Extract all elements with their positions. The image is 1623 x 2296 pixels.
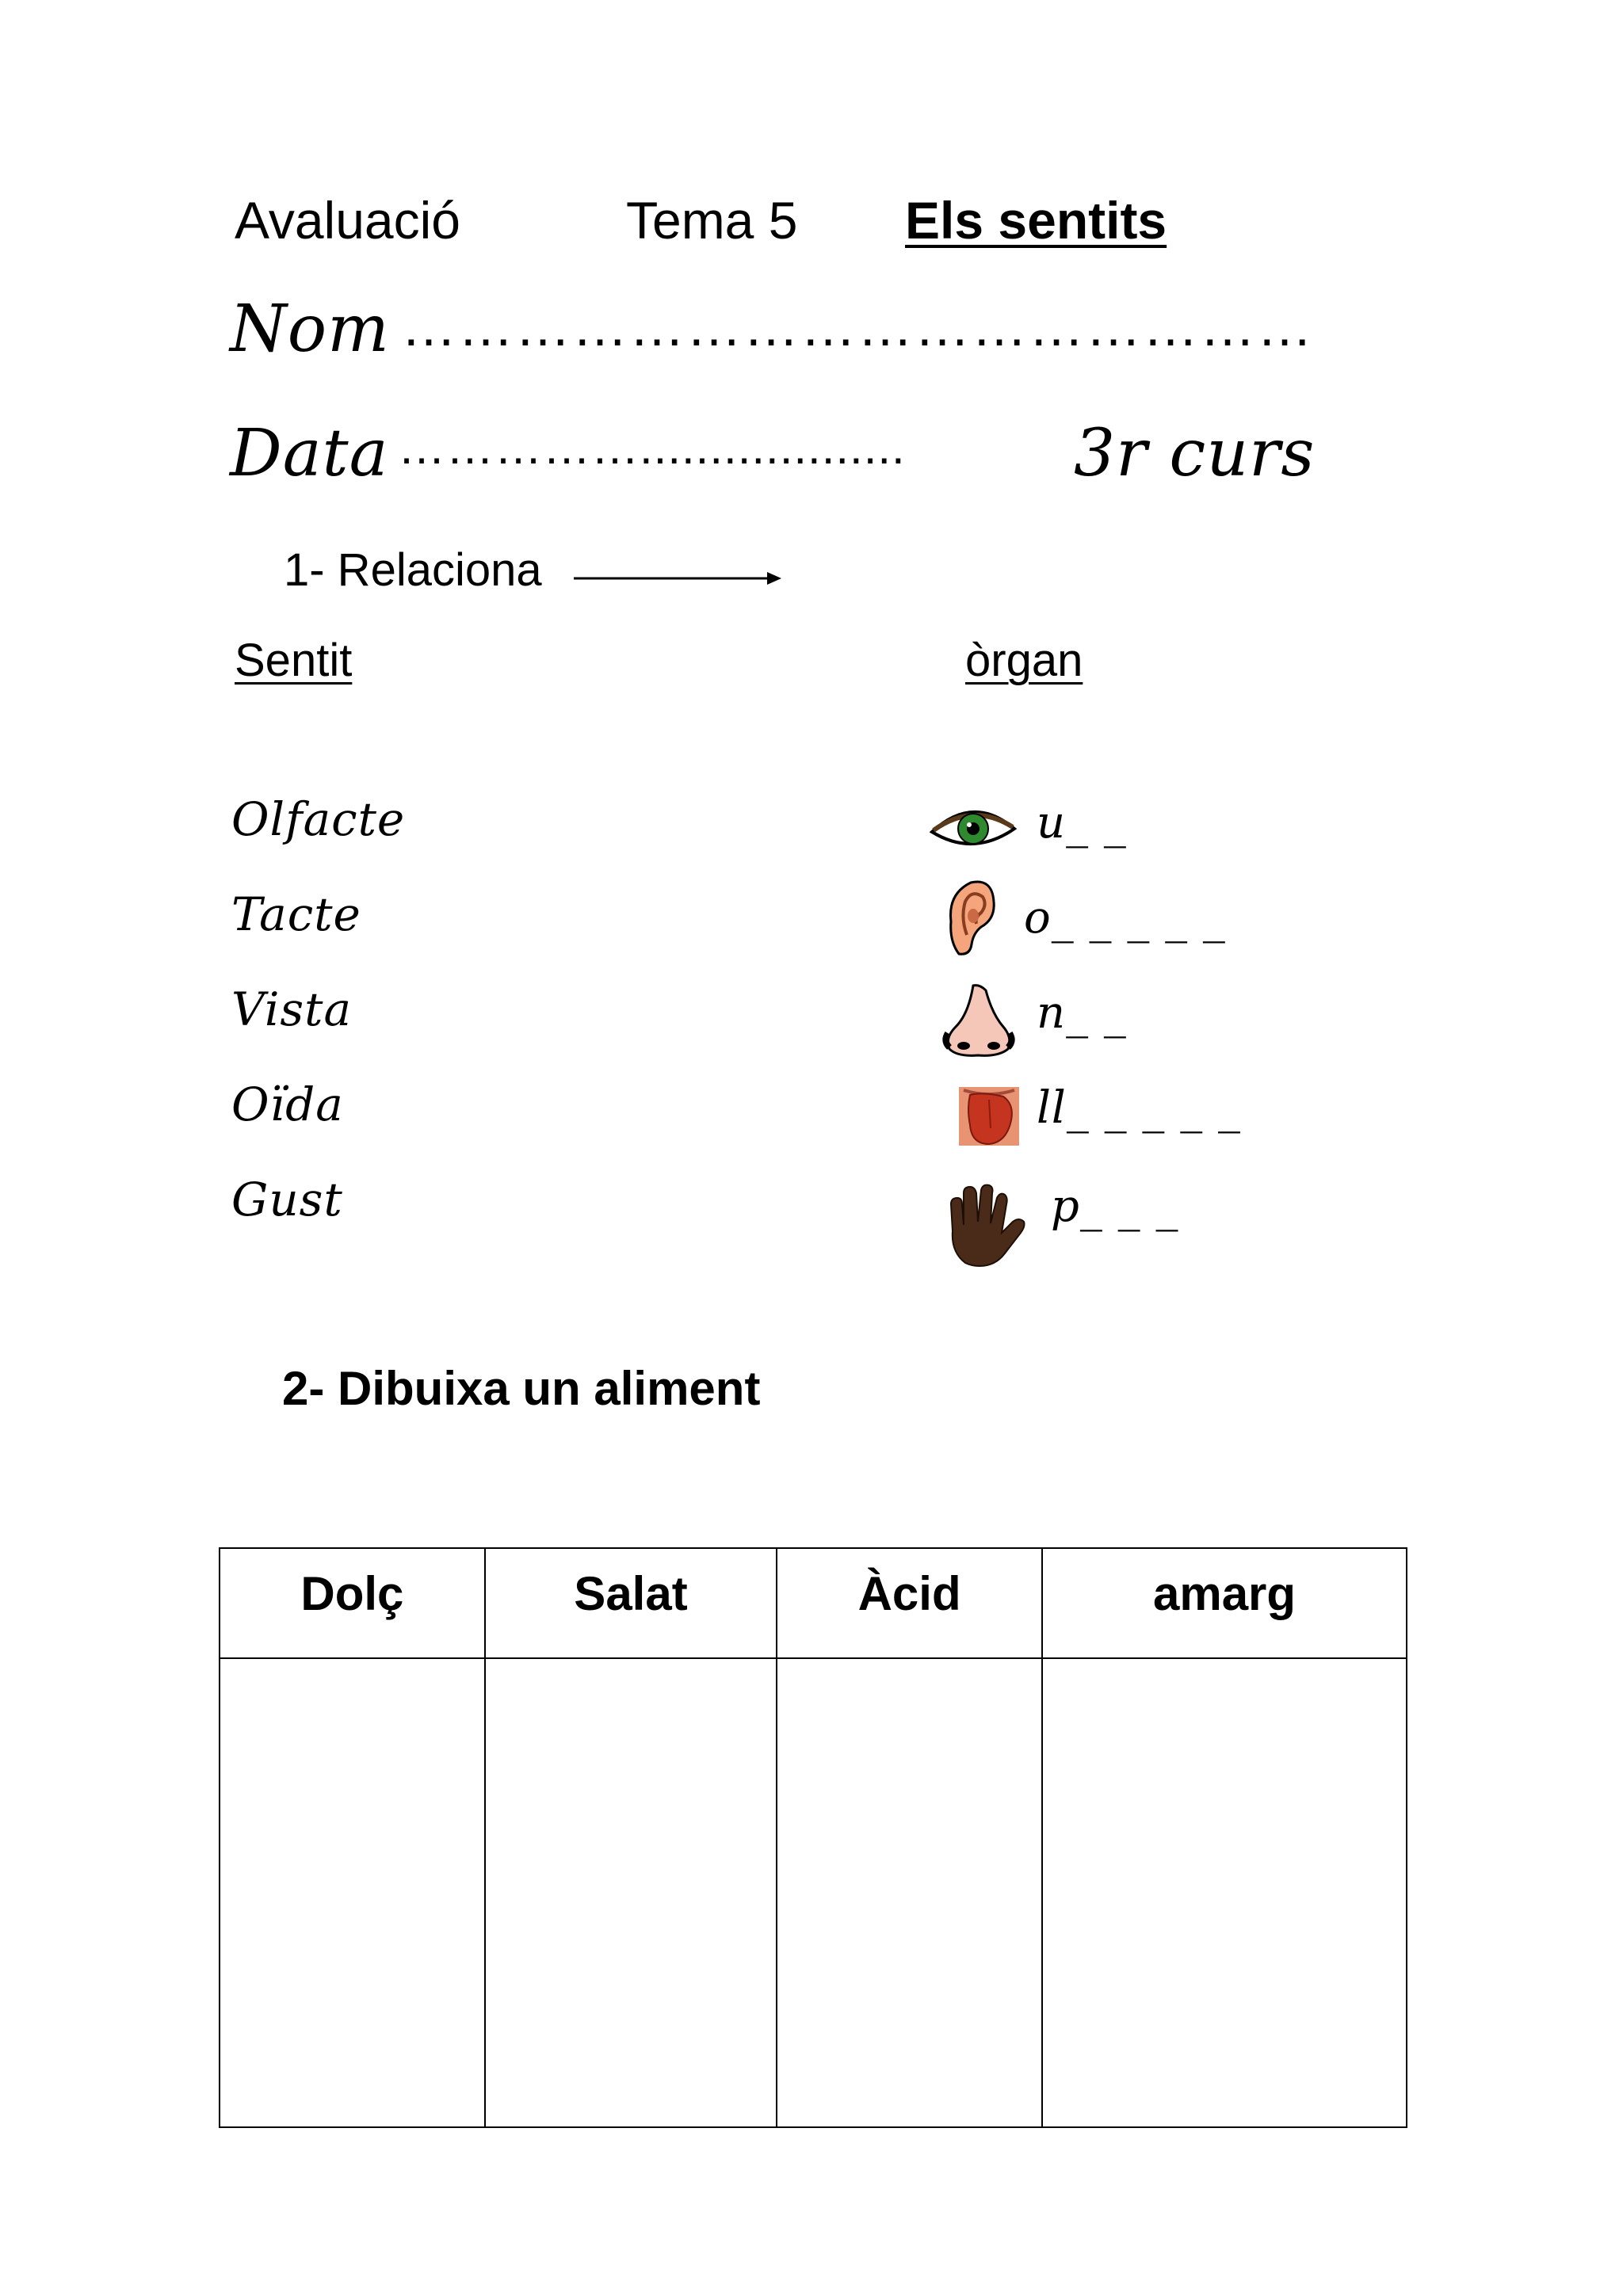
drawing-cell[interactable] [777,1658,1042,2127]
page-title: Els sentits [905,191,1167,250]
table-header-cell: Salat [485,1548,777,1658]
name-field[interactable]: ………………………………………… [401,296,1314,357]
date-field[interactable]: ……………................... [398,421,906,474]
theme-label: Tema 5 [626,191,798,250]
table-header-row [220,1548,1407,1658]
column-organ-header: òrgan [965,635,1083,686]
course-label: 3r curs [1074,416,1316,491]
evaluation-label: Avaluació [235,191,460,250]
drawing-cell[interactable] [1042,1658,1407,2127]
sense-item: Gust [231,1173,343,1226]
organ-hint: o_ _ _ _ _ [1024,892,1226,944]
arrow-right-icon [574,569,781,588]
name-label: Nom [230,292,390,367]
table-row [220,1658,1407,2127]
sense-item: Vista [231,982,353,1036]
column-sense-header: Sentit [235,635,353,686]
table-header-cell: amarg [1042,1548,1407,1658]
eye-icon [929,800,1018,852]
table-header-cell: Dolç [220,1548,485,1658]
drawing-cell[interactable] [485,1658,777,2127]
exercise1-instruction: 1- Relaciona [284,544,542,596]
tongue-icon [959,1087,1019,1146]
organ-hint: p_ _ _ [1051,1180,1179,1232]
exercise2-instruction: 2- Dibuixa un aliment [282,1362,761,1415]
nose-icon [940,982,1018,1058]
table-header-cell: Àcid [777,1548,1042,1658]
sense-item: Tacte [231,887,361,941]
drawing-cell[interactable] [220,1658,485,2127]
organ-hint: ll_ _ _ _ _ [1037,1082,1242,1134]
ear-icon [943,878,999,957]
taste-table [219,1547,1407,2128]
sense-item: Olfacte [231,792,406,846]
hand-icon [941,1184,1027,1268]
sense-item: Oïda [231,1077,344,1131]
date-label: Data [230,416,389,491]
organ-hint: n_ _ [1037,987,1127,1039]
organ-hint: u_ _ [1037,797,1127,849]
